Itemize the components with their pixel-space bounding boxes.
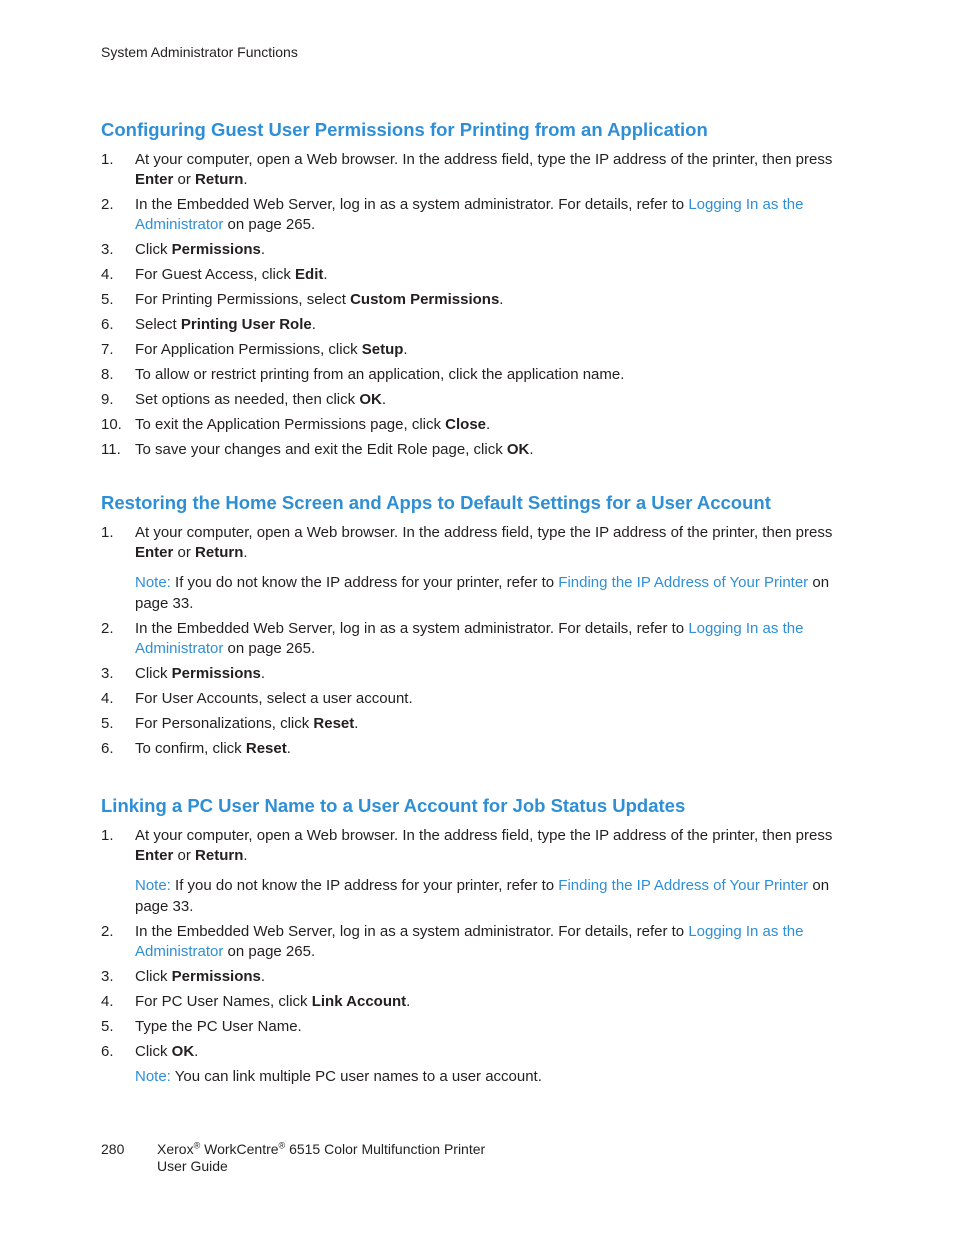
section-guest-permissions bbox=[101, 118, 861, 465]
ui-term: Reset bbox=[245, 740, 287, 757]
section-restore-home-screen bbox=[101, 491, 861, 764]
step-text bbox=[135, 968, 265, 985]
text-run: . bbox=[243, 544, 248, 561]
step-item bbox=[101, 1042, 861, 1062]
text-run: For PC User Names, click bbox=[135, 993, 312, 1010]
step-number: 1. bbox=[101, 827, 114, 844]
text-run: Type the PC User Name. bbox=[135, 1018, 302, 1035]
ui-term: Custom Permissions bbox=[350, 291, 500, 308]
text-run: At your computer, open a Web browser. In the address field, type the IP address of the printer, then press bbox=[135, 524, 833, 541]
step-item bbox=[101, 992, 861, 1012]
step-item bbox=[101, 265, 861, 285]
ui-term: Enter bbox=[135, 171, 174, 188]
step-item bbox=[101, 739, 861, 759]
steps-list bbox=[101, 523, 861, 759]
step-item bbox=[101, 619, 861, 659]
text-run: . bbox=[260, 665, 266, 682]
text-run: . bbox=[403, 341, 408, 358]
text-run: Click bbox=[135, 968, 172, 985]
text-run: At your computer, open a Web browser. In the address field, type the IP address of the printer, then press bbox=[135, 151, 833, 168]
text-run: Click bbox=[135, 665, 172, 682]
step-item bbox=[101, 826, 861, 917]
step-number: 10. bbox=[101, 416, 122, 433]
step-number: 6. bbox=[101, 740, 114, 757]
step-text bbox=[135, 196, 803, 233]
text-run: . bbox=[243, 171, 248, 188]
step-item bbox=[101, 365, 861, 385]
text-run: . bbox=[486, 416, 491, 433]
cross-reference-link[interactable]: Logging In as the Administrator bbox=[135, 196, 804, 233]
text-run: For Personalizations, click bbox=[135, 715, 314, 732]
text-run: . bbox=[243, 847, 248, 864]
text-run: . bbox=[381, 391, 386, 408]
step-text bbox=[135, 366, 624, 383]
step-number: 3. bbox=[101, 665, 114, 682]
section-title: Linking a PC User Name to a User Account for Job Status Updates bbox=[101, 795, 686, 816]
ui-term: Permissions bbox=[171, 241, 261, 258]
text-run: on page 265. bbox=[223, 943, 316, 960]
ui-term: Reset bbox=[313, 715, 355, 732]
step-item bbox=[101, 523, 861, 614]
text-run: or bbox=[173, 544, 196, 561]
step-text bbox=[135, 1018, 302, 1035]
text-run: on page 265. bbox=[223, 216, 316, 233]
product-name bbox=[157, 1141, 485, 1175]
step-number: 3. bbox=[101, 968, 114, 985]
note-label: Note: bbox=[135, 574, 171, 591]
ui-term: Edit bbox=[295, 266, 324, 283]
step-text bbox=[135, 690, 413, 707]
registered-mark: ® bbox=[278, 1140, 286, 1151]
step-item bbox=[101, 290, 861, 310]
step-note bbox=[135, 572, 861, 614]
ui-term: Permissions bbox=[171, 665, 261, 682]
step-text bbox=[135, 341, 408, 358]
text-run: Click bbox=[135, 241, 172, 258]
ui-term: Close bbox=[445, 416, 487, 433]
step-text bbox=[135, 291, 503, 308]
step-item bbox=[101, 1017, 861, 1037]
step-text bbox=[135, 241, 265, 258]
step-number: 2. bbox=[101, 196, 114, 213]
text-run: on page 33. bbox=[135, 877, 830, 915]
text-run: Select bbox=[135, 316, 181, 333]
step-number: 5. bbox=[101, 715, 114, 732]
text-run: . bbox=[529, 441, 534, 458]
text-run: or bbox=[173, 171, 196, 188]
step-item bbox=[101, 415, 861, 435]
step-text bbox=[135, 993, 410, 1010]
step-text bbox=[135, 740, 291, 757]
cross-reference-link[interactable]: Finding the IP Address of Your Printer bbox=[558, 877, 809, 894]
step-note bbox=[135, 875, 861, 917]
step-item bbox=[101, 150, 861, 190]
brand: Xerox bbox=[157, 1141, 194, 1157]
text-run: For Printing Permissions, select bbox=[135, 291, 351, 308]
ui-term: Link Account bbox=[311, 993, 407, 1010]
step-text bbox=[135, 620, 803, 657]
section-title: Configuring Guest User Permissions for Printing from an Application bbox=[101, 119, 708, 140]
text-run: To save your changes and exit the Edit Role page, click bbox=[135, 441, 507, 458]
step-number: 2. bbox=[101, 620, 114, 637]
step-text bbox=[135, 316, 316, 333]
step-number: 8. bbox=[101, 366, 114, 383]
text-run: Set options as needed, then click bbox=[135, 391, 360, 408]
text-run: or bbox=[173, 847, 196, 864]
tail-note bbox=[135, 1067, 861, 1087]
text-run: For Guest Access, click bbox=[135, 266, 296, 283]
step-item bbox=[101, 240, 861, 260]
running-head: System Administrator Functions bbox=[101, 44, 298, 60]
note-label: Note: bbox=[135, 877, 171, 894]
text-run: . bbox=[194, 1043, 199, 1060]
step-number: 5. bbox=[101, 1018, 114, 1035]
ui-term: Return bbox=[195, 544, 244, 561]
step-item bbox=[101, 967, 861, 987]
steps-list bbox=[101, 826, 861, 1062]
product-line: WorkCentre bbox=[204, 1141, 279, 1157]
ui-term: Return bbox=[195, 171, 244, 188]
step-number: 4. bbox=[101, 266, 114, 283]
ui-term: OK bbox=[506, 441, 530, 458]
step-text bbox=[135, 665, 265, 682]
step-number: 9. bbox=[101, 391, 114, 408]
step-item bbox=[101, 340, 861, 360]
step-text bbox=[135, 827, 832, 864]
step-text bbox=[135, 391, 386, 408]
step-number: 4. bbox=[101, 993, 114, 1010]
note-label: Note: bbox=[135, 1068, 171, 1085]
text-run: If you do not know the IP address for your printer, refer to bbox=[170, 877, 559, 894]
text-run: . bbox=[354, 715, 359, 732]
step-number: 6. bbox=[101, 316, 114, 333]
step-item bbox=[101, 922, 861, 962]
step-item bbox=[101, 315, 861, 335]
step-number: 7. bbox=[101, 341, 114, 358]
step-text bbox=[135, 416, 490, 433]
step-number: 5. bbox=[101, 291, 114, 308]
section-title: Restoring the Home Screen and Apps to Default Settings for a User Account bbox=[101, 492, 771, 513]
ui-term: Return bbox=[195, 847, 244, 864]
step-text bbox=[135, 715, 358, 732]
ui-term: Printing User Role bbox=[180, 316, 312, 333]
step-number: 3. bbox=[101, 241, 114, 258]
text-run: on page 265. bbox=[223, 640, 316, 657]
step-text bbox=[135, 923, 803, 960]
text-run: . bbox=[499, 291, 504, 308]
text-run: . bbox=[260, 968, 266, 985]
text-run: To exit the Application Permissions page, click bbox=[135, 416, 446, 433]
step-text bbox=[135, 1043, 198, 1060]
ui-term: Enter bbox=[135, 847, 174, 864]
ui-term: Setup bbox=[361, 341, 404, 358]
text-run: In the Embedded Web Server, log in as a system administrator. For details, refer to bbox=[135, 620, 689, 637]
step-text bbox=[135, 151, 832, 188]
model: 6515 Color Multifunction Printer bbox=[289, 1141, 486, 1157]
text-run: . bbox=[286, 740, 291, 757]
step-number: 1. bbox=[101, 524, 114, 541]
text-run: For Application Permissions, click bbox=[135, 341, 362, 358]
ui-term: OK bbox=[359, 391, 382, 408]
text-run: You can link multiple PC user names to a user account. bbox=[170, 1068, 542, 1085]
step-item bbox=[101, 714, 861, 734]
cross-reference-link[interactable]: Logging In as the Administrator bbox=[135, 620, 804, 657]
step-number: 11. bbox=[101, 441, 121, 458]
text-run: . bbox=[260, 241, 266, 258]
step-item bbox=[101, 664, 861, 684]
ui-term: Enter bbox=[135, 544, 174, 561]
step-item bbox=[101, 689, 861, 709]
step-item bbox=[101, 440, 861, 460]
cross-reference-link[interactable]: Logging In as the Administrator bbox=[135, 923, 804, 960]
text-run: Click bbox=[135, 1043, 172, 1060]
cross-reference-link[interactable]: Finding the IP Address of Your Printer bbox=[558, 574, 809, 591]
steps-list bbox=[101, 150, 861, 460]
text-run: To confirm, click bbox=[135, 740, 246, 757]
text-run: . bbox=[406, 993, 411, 1010]
text-run: . bbox=[311, 316, 316, 333]
step-number: 2. bbox=[101, 923, 114, 940]
text-run: . bbox=[323, 266, 328, 283]
step-number: 4. bbox=[101, 690, 114, 707]
step-text bbox=[135, 524, 832, 561]
ui-term: Permissions bbox=[171, 968, 261, 985]
step-text bbox=[135, 266, 328, 283]
registered-mark: ® bbox=[193, 1140, 201, 1151]
text-run: If you do not know the IP address for your printer, refer to bbox=[170, 574, 559, 591]
text-run: on page 33. bbox=[135, 574, 830, 612]
step-item bbox=[101, 390, 861, 410]
text-run: At your computer, open a Web browser. In the address field, type the IP address of the printer, then press bbox=[135, 827, 833, 844]
step-text bbox=[135, 441, 534, 458]
text-run: To allow or restrict printing from an application, click the application name. bbox=[135, 366, 625, 383]
text-run: In the Embedded Web Server, log in as a system administrator. For details, refer to bbox=[135, 196, 689, 213]
doc-type: User Guide bbox=[157, 1158, 228, 1174]
step-item bbox=[101, 195, 861, 235]
text-run: In the Embedded Web Server, log in as a system administrator. For details, refer to bbox=[135, 923, 689, 940]
page-number: 280 bbox=[101, 1141, 125, 1157]
section-link-pc-user bbox=[101, 794, 861, 1087]
step-number: 1. bbox=[101, 151, 114, 168]
step-number: 6. bbox=[101, 1043, 114, 1060]
text-run: For User Accounts, select a user account. bbox=[135, 690, 413, 707]
ui-term: OK bbox=[171, 1043, 195, 1060]
